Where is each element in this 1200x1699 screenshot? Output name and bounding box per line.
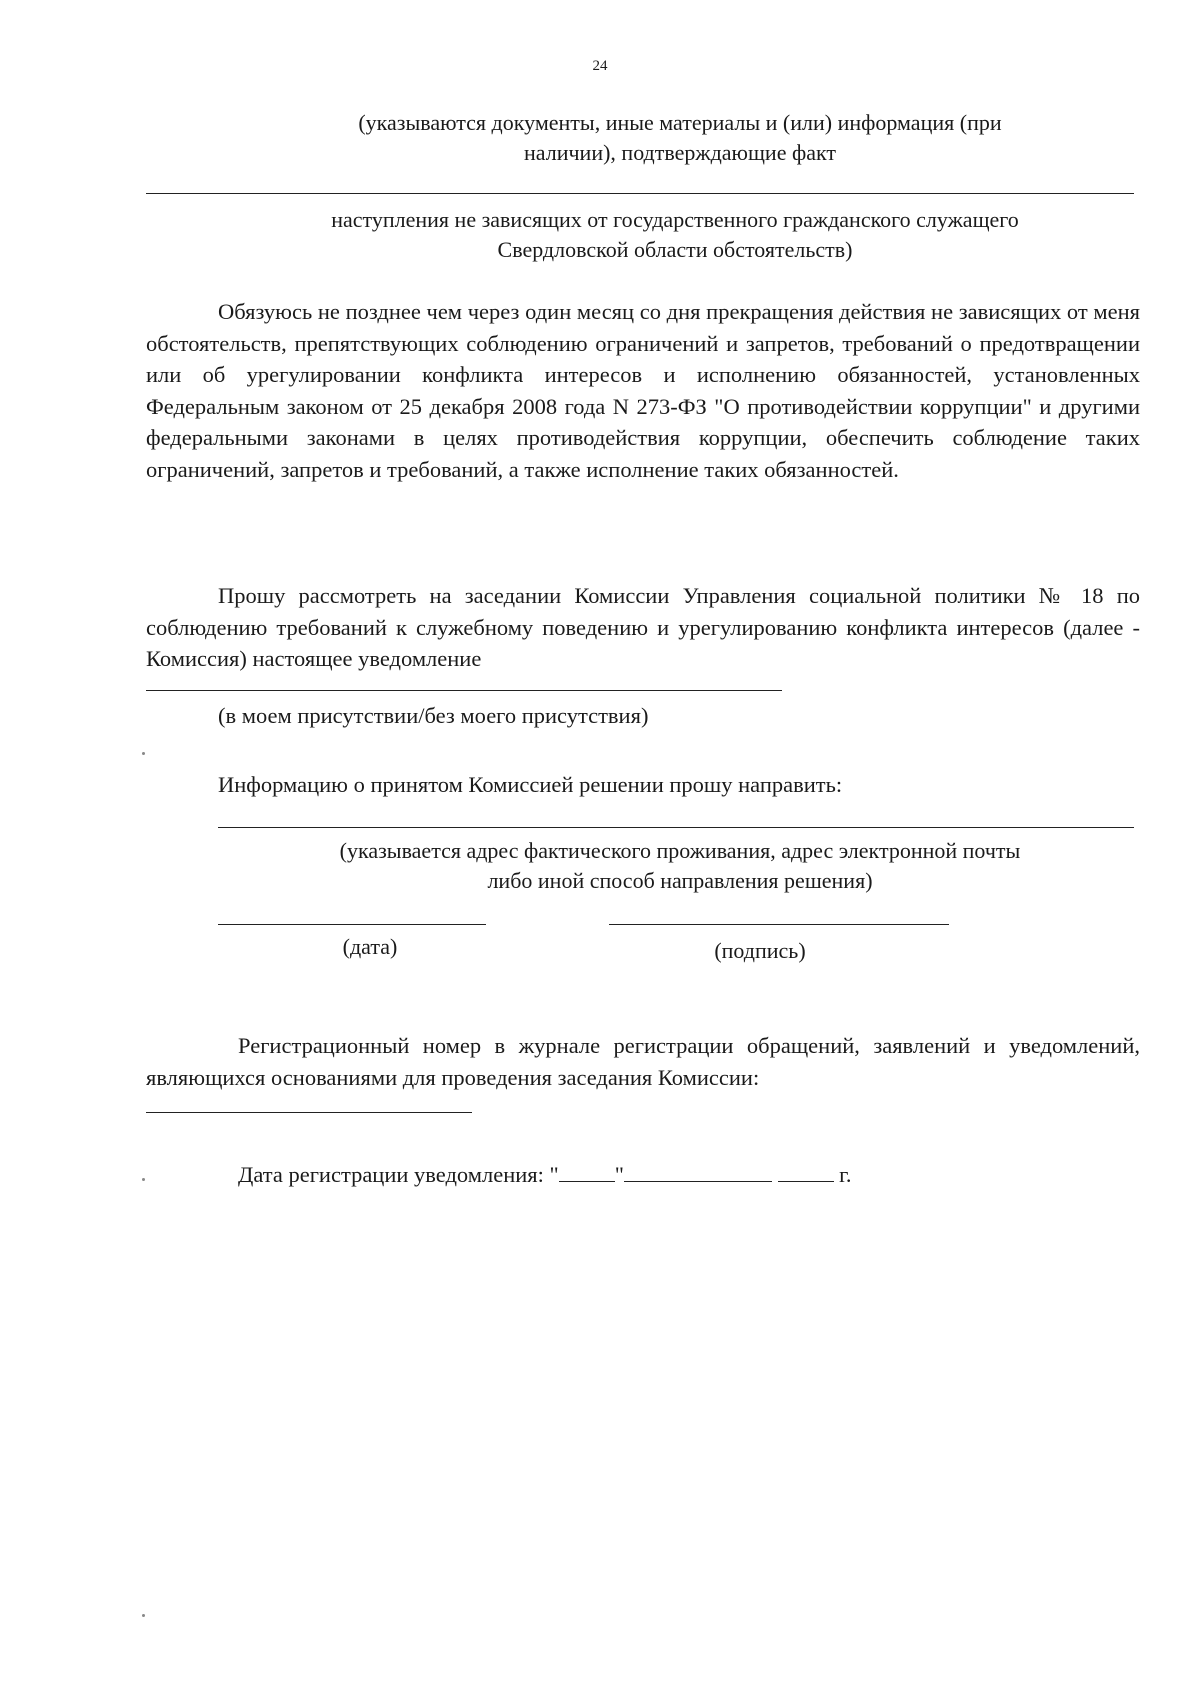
signature-caption: (подпись)	[714, 938, 806, 963]
scan-speck	[142, 1614, 145, 1617]
registration-number-blank-line	[146, 1112, 472, 1113]
documents-caption	[240, 108, 1120, 168]
registration-date-suffix: г.	[833, 1162, 852, 1187]
address-caption-line1: (указывается адрес фактического проживания, адрес электронной почты	[339, 838, 1021, 863]
page-number: 24	[592, 58, 608, 74]
documents-caption-line1: (указываются документы, иные материалы и (или) информация (при	[358, 110, 1002, 135]
scan-speck	[142, 1178, 145, 1181]
date-caption: (дата)	[342, 934, 398, 959]
registration-date-label: Дата регистрации уведомления: "	[238, 1162, 559, 1187]
date-blank-line	[218, 924, 486, 925]
registration-month-blank	[624, 1163, 772, 1182]
obligation-paragraph: Обязуюсь не позднее чем через один месяц со дня прекращения действия не зависящих от меня обстоятельств, препятствующих соблюдению ограничений и запретов, требований о предотвращении или об урегулировании конфликта интересов и исполнению обязанностей, установленных Федеральным законом от 25 декабря 2008 года N 273-ФЗ "О противодействии коррупции" и другими федеральными законами в целях противодействия коррупции, обеспечить соблюдение таких ограничений, запретов и требований, а также исполнение таких обязанностей.	[146, 299, 1140, 482]
presence-caption: (в моем присутствии/без моего присутствия)	[218, 703, 649, 728]
circumstances-caption-line1: наступления не зависящих от государственного гражданского служащего	[331, 207, 1019, 232]
request-blank-line	[146, 690, 782, 691]
address-caption-line2: либо иной способ направления решения)	[487, 868, 873, 893]
documents-blank-line	[146, 193, 1134, 194]
address-caption	[230, 836, 1130, 896]
registration-day-blank	[559, 1163, 615, 1182]
request-paragraph: Прошу рассмотреть на заседании Комиссии Управления социальной политики № 18 по соблюдению требований к служебному поведению и урегулированию конфликта интересов (далее - Комиссия) настоящее уведомление	[146, 583, 1140, 671]
registration-date-line	[238, 1160, 851, 1190]
scan-speck	[142, 752, 145, 755]
info-request-label: Информацию о принятом Комиссией решении прошу направить:	[218, 772, 843, 797]
registration-year-blank	[778, 1163, 834, 1182]
registration-date-quote: "	[614, 1162, 624, 1187]
circumstances-caption	[225, 205, 1125, 265]
documents-caption-line2: наличии), подтверждающие факт	[524, 140, 836, 165]
address-blank-line	[218, 827, 1134, 828]
signature-blank-line	[609, 924, 949, 925]
circumstances-caption-line2: Свердловской области обстоятельств)	[497, 237, 853, 262]
registration-number-paragraph: Регистрационный номер в журнале регистрации обращений, заявлений и уведомлений, являющихся основаниями для проведения заседания Комиссии:	[146, 1033, 1140, 1090]
